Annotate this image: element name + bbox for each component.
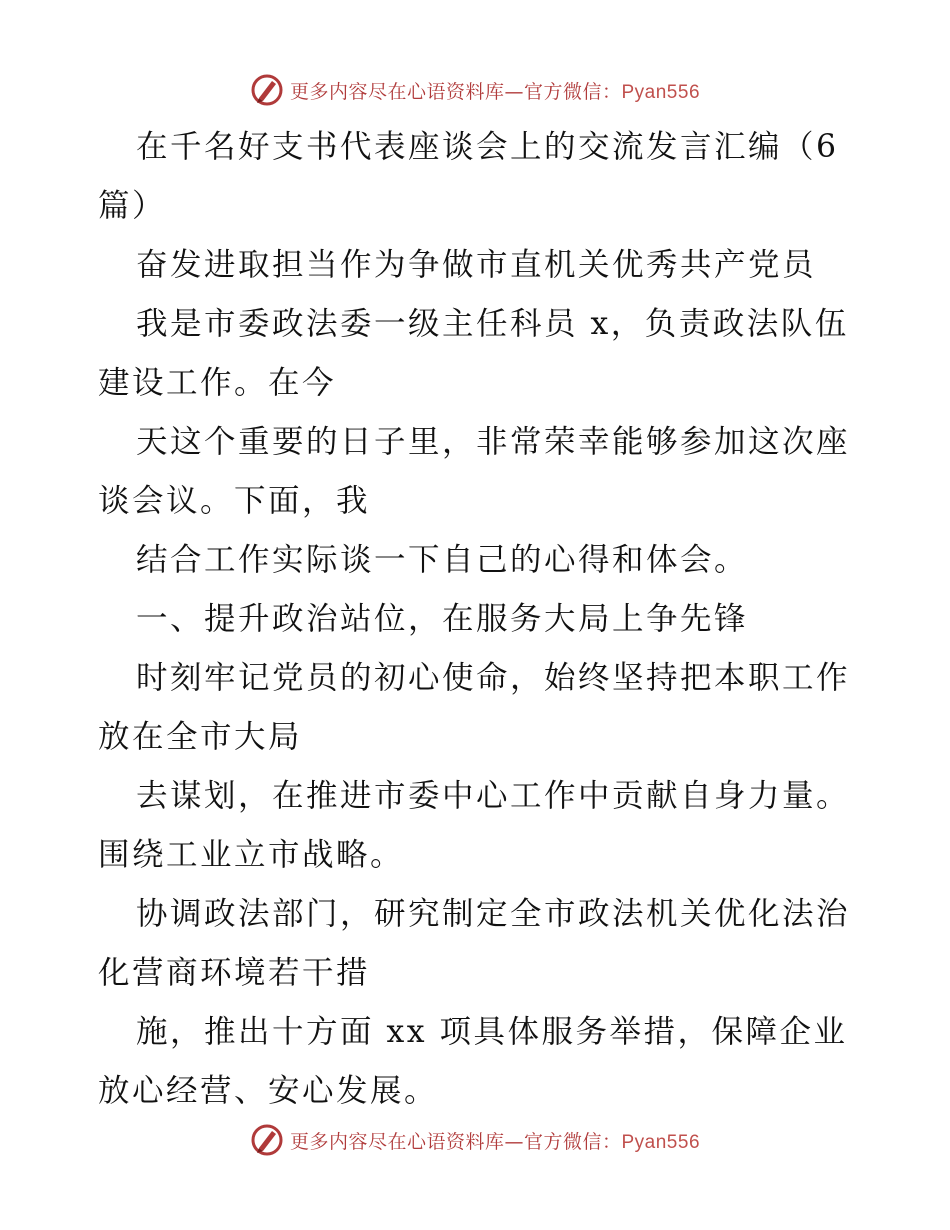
watermark-text: 更多内容尽在心语资料库—官方微信：Pyan556	[289, 80, 701, 103]
header-watermark	[0, 70, 950, 110]
paragraph: 去谋划，在推进市委中心工作中贡献自身力量。围绕工业立市战略。	[98, 778, 851, 873]
paragraph: 施，推出十方面 xx 项具体服务举措，保障企业放心经营、安心发展。	[98, 1014, 848, 1109]
pen-circle-logo-icon	[250, 1123, 284, 1157]
paragraph: 协调政法部门，研究制定全市政法机关优化法治化营商环境若干措	[98, 896, 851, 991]
section-heading: 奋发进取担当作为争做市直机关优秀共产党员	[136, 247, 817, 283]
paragraph: 时刻牢记党员的初心使命，始终坚持把本职工作放在全市大局	[98, 660, 851, 755]
pen-circle-logo-icon	[250, 73, 284, 107]
watermark-wechat-id: Pyan556	[621, 1131, 701, 1153]
paragraph: 天这个重要的日子里，非常荣幸能够参加这次座谈会议。下面，我	[98, 424, 851, 519]
document-title: 在千名好支书代表座谈会上的交流发言汇编（6篇）	[98, 129, 839, 224]
watermark-wechat-id: Pyan556	[621, 81, 701, 103]
subsection-heading: 一、提升政治站位，在服务大局上争先锋	[136, 601, 749, 637]
document-body	[98, 118, 858, 1121]
watermark-text: 更多内容尽在心语资料库—官方微信：Pyan556	[289, 1130, 701, 1153]
footer-watermark	[0, 1120, 950, 1160]
paragraph: 我是市委政法委一级主任科员 x，负责政法队伍建设工作。在今	[98, 306, 849, 401]
paragraph: 结合工作实际谈一下自己的心得和体会。	[136, 542, 749, 578]
